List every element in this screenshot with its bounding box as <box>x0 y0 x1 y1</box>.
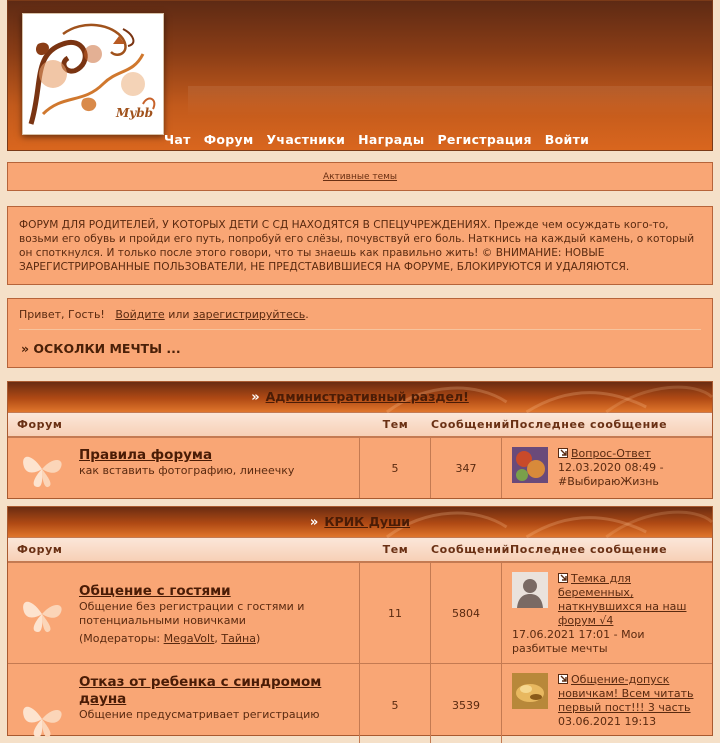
site-logo[interactable] <box>22 13 164 135</box>
register-link[interactable]: зарегистрируйтесь <box>193 308 306 321</box>
main-menu <box>164 132 602 147</box>
category-header <box>8 507 712 537</box>
menu-chat[interactable]: Чат <box>164 132 191 147</box>
breadcrumb: » ОСКОЛКИ МЕЧТЫ ... <box>21 341 181 356</box>
posts-count: 3539 <box>431 664 502 743</box>
category-header <box>8 382 712 412</box>
active-topics-link[interactable]: Активные темы <box>322 172 398 182</box>
posts-count: 5804 <box>431 563 502 663</box>
category-krik-dushi <box>7 506 713 736</box>
welcome-panel <box>7 298 713 368</box>
moderators: (Модераторы: MegaVolt, Тайна) <box>79 632 261 645</box>
last-post-link[interactable]: Общение-допуск новичкам! Всем читать первый пост!!! 3 часть <box>558 673 694 714</box>
last-post-meta: 12.03.2020 08:49 - #ВыбираюЖизнь <box>558 461 664 488</box>
menu-awards[interactable]: Награды <box>358 132 425 147</box>
posts-count: 347 <box>431 438 502 498</box>
col-topics: Тем <box>382 543 409 556</box>
forum-name[interactable]: Общение с гостями <box>79 583 231 599</box>
go-to-post-icon[interactable] <box>558 573 568 583</box>
site-header <box>7 0 713 151</box>
go-to-post-icon[interactable] <box>558 448 568 458</box>
forum-row <box>8 437 712 498</box>
forum-name[interactable]: Правила форума <box>79 447 213 463</box>
moderator-link[interactable]: Тайна <box>221 632 256 645</box>
greeting-text: Привет, Гость! <box>19 308 105 321</box>
topics-count: 11 <box>360 563 431 663</box>
last-post <box>502 438 712 498</box>
forum-cell <box>8 438 360 498</box>
butterfly-icon <box>20 592 66 634</box>
avatar-photo-icon <box>512 673 548 709</box>
category-title[interactable]: Административный раздел! <box>265 389 469 404</box>
header-glow <box>188 86 712 116</box>
category-title[interactable]: КРИК Души <box>324 514 411 529</box>
forum-desc: как вставить фотографию, линеечку <box>79 464 295 477</box>
forum-cell <box>8 563 360 663</box>
col-posts: Сообщений <box>431 418 510 431</box>
butterfly-icon <box>20 447 66 489</box>
avatar <box>512 673 548 709</box>
login-link[interactable]: Войдите <box>115 308 165 321</box>
col-last: Последнее сообщение <box>510 418 668 431</box>
avatar <box>512 447 548 483</box>
forum-cell <box>8 664 360 743</box>
column-headers <box>8 412 712 437</box>
forum-name[interactable]: Отказ от ребенка с синдромом дауна <box>79 674 322 707</box>
last-post <box>502 563 712 663</box>
forum-row <box>8 663 712 743</box>
forum-desc: Общение предусматривает регистрацию <box>79 708 320 721</box>
col-forum: Форум <box>17 418 63 431</box>
guest-greeting <box>19 308 701 330</box>
last-post <box>502 664 712 743</box>
topics-count: 5 <box>360 664 431 743</box>
menu-register[interactable]: Регистрация <box>437 132 532 147</box>
period-text: . <box>305 308 309 321</box>
col-forum: Форум <box>17 543 63 556</box>
topics-count: 5 <box>360 438 431 498</box>
butterfly-icon <box>20 697 66 739</box>
menu-members[interactable]: Участники <box>266 132 346 147</box>
last-post-link[interactable]: Вопрос-Ответ <box>571 447 651 460</box>
mods-label: (Модераторы: <box>79 632 161 645</box>
col-last: Последнее сообщение <box>510 543 668 556</box>
forum-desc: Общение без регистрации с гостями и потенциальными новичками <box>79 600 305 627</box>
announcement: ФОРУМ ДЛЯ РОДИТЕЛЕЙ, У КОТОРЫХ ДЕТИ С СД НАХОДЯТСЯ В СПЕЦУЧРЕЖДЕНИЯХ. Прежде чем осуждать кого-то, возьми его обувь и пройди его путь, попробуй его слёзы, почувствуй его боль. Наткнись на каждый камень, о который он споткнулся. И только после этого говори, что ты знаешь как правильно жить! © ВНИМАНИЕ: НОВЫЕ ЗАРЕГИСТРИРОВАННЫЕ ПОЛЬЗОВАТЕЛИ, НЕ ПРЕДСТАВИВШИЕСЯ НА ФОРУМЕ, БЛОКИРУЮТСЯ И УДАЛЯЮТСЯ. <box>7 206 713 285</box>
column-headers <box>8 537 712 562</box>
user-silhouette-icon <box>512 572 548 608</box>
avatar <box>512 572 548 608</box>
last-post-meta: 03.06.2021 19:13 <box>558 715 657 728</box>
forum-row <box>8 562 712 663</box>
col-topics: Тем <box>382 418 409 431</box>
last-post-link[interactable]: Темка для беременных, наткнувшихся на наш форум √4 <box>558 572 687 627</box>
go-to-post-icon[interactable] <box>558 674 568 684</box>
col-posts: Сообщений <box>431 543 510 556</box>
menu-forum[interactable]: Форум <box>203 132 254 147</box>
moderator-link[interactable]: MegaVolt <box>163 632 215 645</box>
menu-login[interactable]: Войти <box>544 132 590 147</box>
avatar-photo-icon <box>512 447 548 483</box>
category-admin <box>7 381 713 499</box>
active-topics-bar <box>7 162 713 191</box>
double-arrow-icon: » <box>309 515 319 530</box>
last-post-meta: 17.06.2021 17:01 - Мои разбитые мечты <box>512 628 645 655</box>
double-arrow-icon: » <box>251 390 260 405</box>
mods-end: ) <box>255 632 261 645</box>
or-text: или <box>168 308 190 321</box>
logo-text: Mybb <box>115 106 153 120</box>
